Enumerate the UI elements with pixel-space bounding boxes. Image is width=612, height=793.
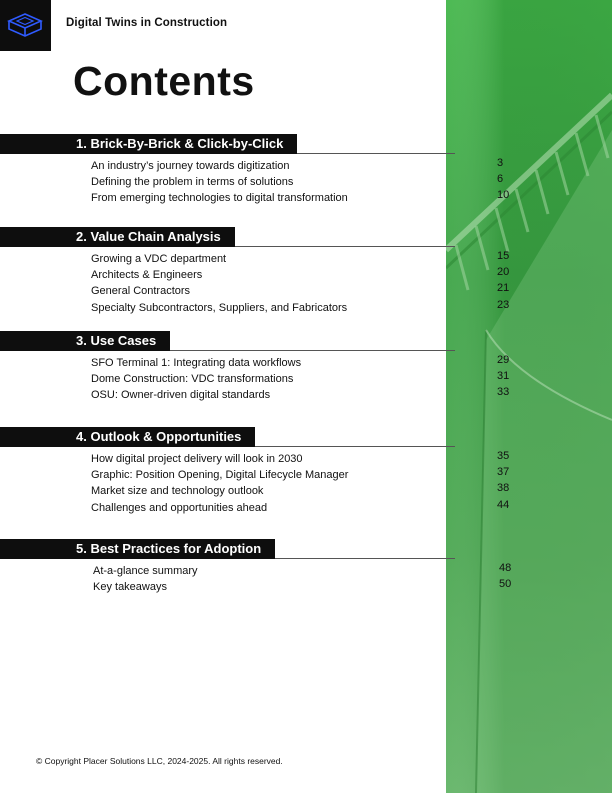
entry-title: From emerging technologies to digital transformation <box>91 192 348 205</box>
section-heading: 3. Use Cases <box>0 331 170 351</box>
toc-entry[interactable] <box>0 250 510 267</box>
entry-page-number: 48 <box>499 562 512 574</box>
toc-section-1 <box>0 134 510 207</box>
toc-entry[interactable] <box>0 189 510 206</box>
entry-page-number: 3 <box>497 157 504 169</box>
toc-section-4 <box>0 427 510 516</box>
toc-entry[interactable] <box>0 386 510 403</box>
entry-page-number: 50 <box>499 578 512 591</box>
toc-section-3 <box>0 331 510 404</box>
entry-title: Growing a VDC department <box>91 253 227 265</box>
toc-entry[interactable] <box>0 157 504 174</box>
entry-list <box>0 450 510 516</box>
entry-page-number: 20 <box>497 266 510 279</box>
entry-page-number: 21 <box>497 282 510 295</box>
entry-page-number: 44 <box>497 498 510 511</box>
entry-title: An industry’s journey towards digitization <box>91 160 290 172</box>
section-heading: 4. Outlook & Opportunities <box>0 427 255 447</box>
entry-title: At-a-glance summary <box>93 565 198 577</box>
toc-entry[interactable] <box>0 266 510 283</box>
entry-title: Dome Construction: VDC transformations <box>91 373 294 386</box>
toc-entry[interactable] <box>0 282 510 299</box>
toc-section-5 <box>0 539 512 595</box>
toc-entry[interactable] <box>0 173 504 190</box>
document-title: Digital Twins in Construction <box>66 17 228 29</box>
section-rule <box>235 246 455 247</box>
entry-list <box>0 250 510 316</box>
entry-title: Market size and technology outlook <box>91 485 264 498</box>
toc-entry[interactable] <box>0 354 510 371</box>
entry-title: Specialty Subcontractors, Suppliers, and Fabricators <box>91 301 348 314</box>
section-rule <box>275 558 455 559</box>
toc-entry[interactable] <box>0 482 510 499</box>
entry-list <box>0 562 512 595</box>
logo-box <box>0 0 51 51</box>
entry-page-number: 29 <box>497 354 510 366</box>
entry-page-number: 23 <box>497 298 510 311</box>
toc-entry[interactable] <box>0 578 512 595</box>
toc-entry[interactable] <box>0 562 512 579</box>
entry-list <box>0 354 510 404</box>
entry-page-number: 35 <box>497 450 510 462</box>
entry-title: Challenges and opportunities ahead <box>91 501 268 514</box>
section-heading: 5. Best Practices for Adoption <box>0 539 275 559</box>
entry-list <box>0 157 510 207</box>
entry-title: SFO Terminal 1: Integrating data workflows <box>91 357 302 369</box>
entry-title: OSU: Owner-driven digital standards <box>91 389 271 402</box>
entry-page-number: 15 <box>497 250 510 262</box>
entry-title: General Contractors <box>91 285 191 298</box>
entry-title: Defining the problem in terms of solutions <box>91 176 294 189</box>
entry-title: How digital project delivery will look in 2030 <box>91 453 303 465</box>
section-heading: 1. Brick-By-Brick & Click-by-Click <box>0 134 297 154</box>
isometric-box-icon <box>6 12 44 38</box>
toc-section-2 <box>0 227 510 316</box>
toc-entry[interactable] <box>0 450 510 467</box>
entry-page-number: 33 <box>497 386 510 399</box>
toc-entry[interactable] <box>0 370 510 387</box>
section-rule <box>255 446 455 447</box>
section-rule <box>170 350 455 351</box>
entry-page-number: 10 <box>497 189 510 202</box>
entry-page-number: 31 <box>497 370 510 383</box>
entry-page-number: 38 <box>497 482 510 495</box>
entry-title: Architects & Engineers <box>91 269 203 282</box>
copyright-notice: © Copyright Placer Solutions LLC, 2024-2025. All rights reserved. <box>36 756 283 766</box>
entry-page-number: 6 <box>497 173 504 186</box>
section-heading: 2. Value Chain Analysis <box>0 227 235 247</box>
toc-entry[interactable] <box>0 466 510 483</box>
entry-title: Key takeaways <box>93 581 167 594</box>
toc-entry[interactable] <box>0 498 510 516</box>
page-title: Contents <box>73 58 255 104</box>
entry-page-number: 37 <box>497 466 510 479</box>
entry-title: Graphic: Position Opening, Digital Lifecycle Manager <box>91 469 349 482</box>
section-rule <box>297 153 455 154</box>
toc-entry[interactable] <box>0 298 510 316</box>
